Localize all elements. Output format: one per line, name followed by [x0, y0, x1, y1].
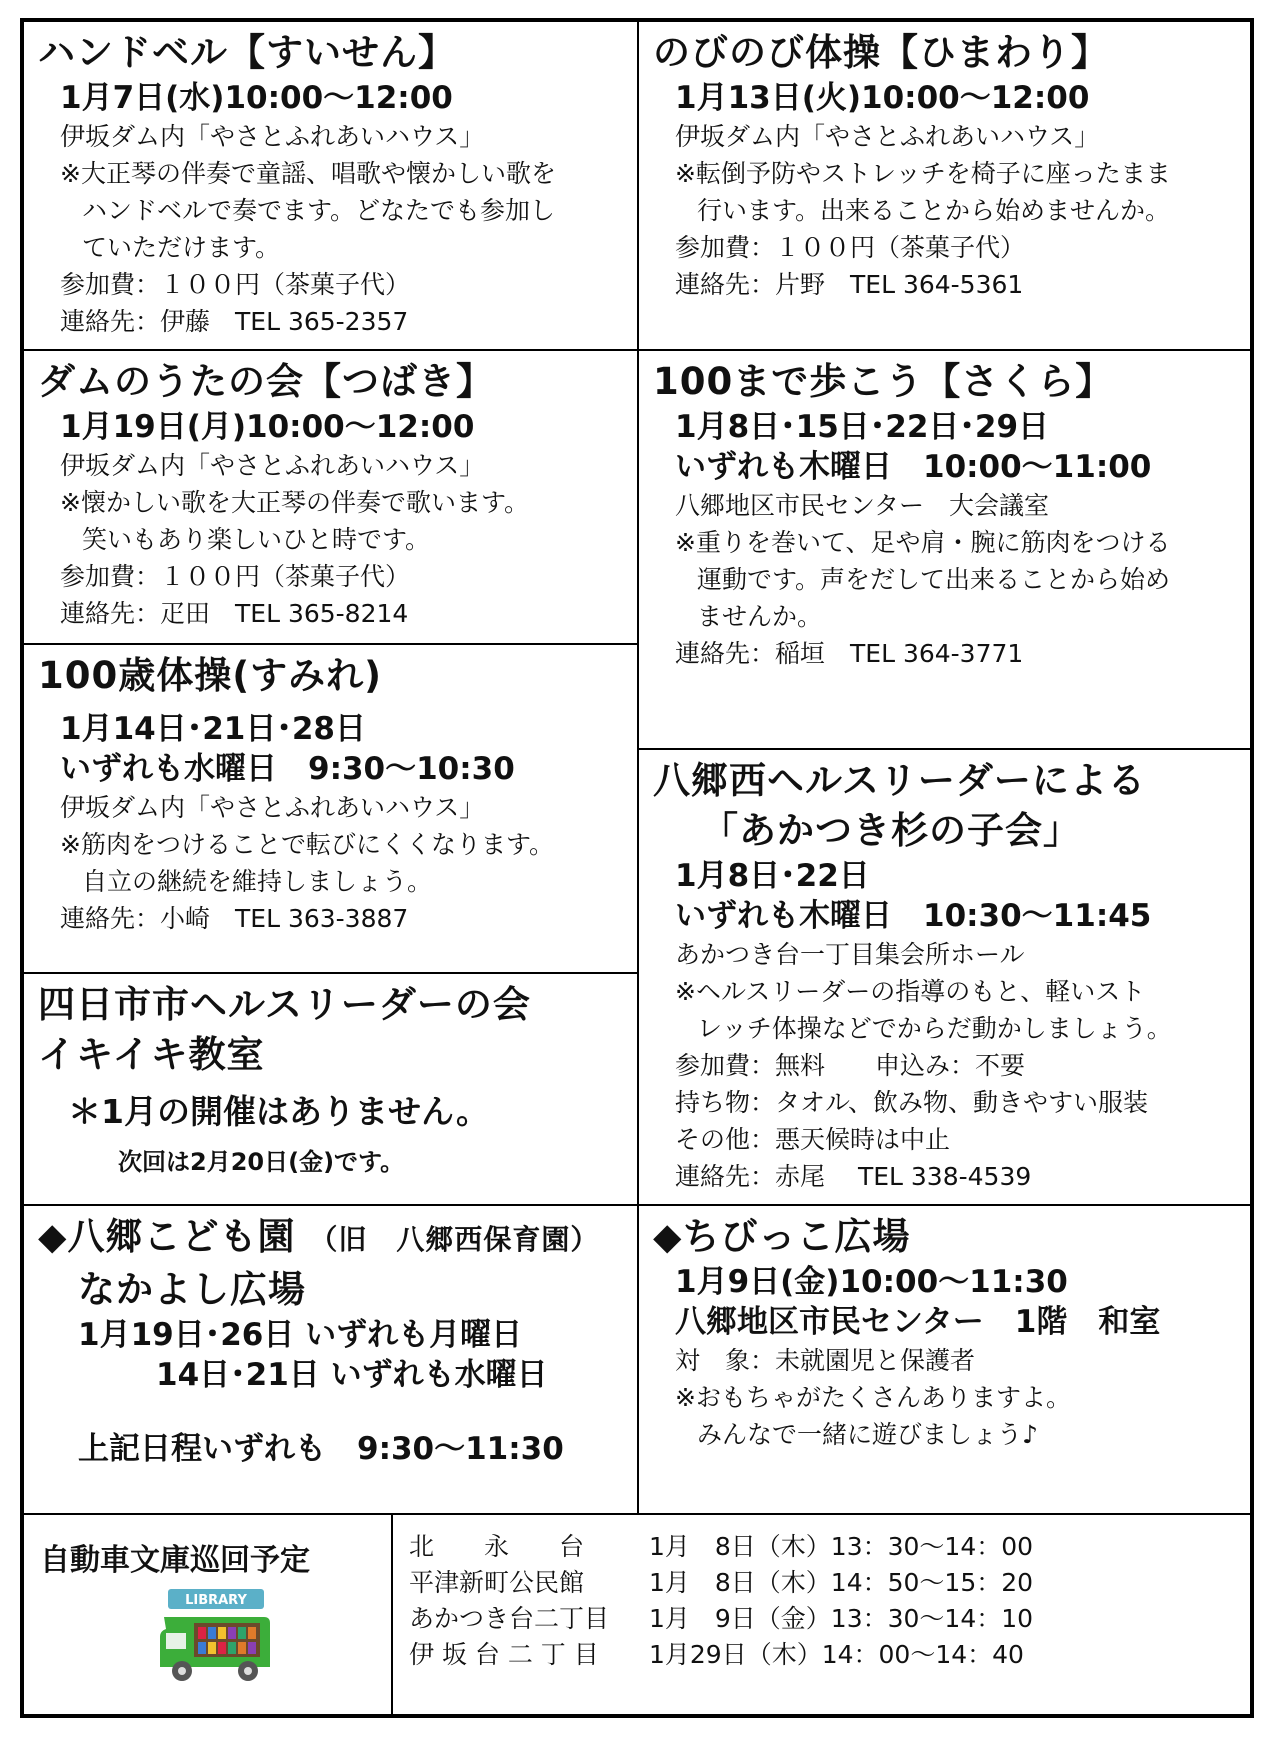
- damsong-contact: 連絡先：疋田 TEL 365-8214: [60, 599, 409, 628]
- age100-contact: 連絡先：小崎 TEL 363-3887: [60, 904, 409, 933]
- damsong-fee: 参加費：１００円（茶菓子代）: [60, 562, 411, 591]
- ikiiki-title2: イキイキ教室: [38, 1033, 265, 1076]
- library-row: [409, 1601, 1033, 1637]
- library-time: 1月 9日（金）13：30～14：10: [649, 1604, 1034, 1633]
- library-title: 自動車文庫巡回予定: [40, 1543, 310, 1578]
- chibikko-date: 1月9日(金)10:00～11:30: [675, 1264, 1068, 1300]
- chibikko-target: 対 象：未就園児と保護者: [675, 1346, 976, 1375]
- damsong-note-line1: ※懐かしい歌を大正琴の伴奏で歌います。: [60, 488, 529, 517]
- library-left: [22, 1513, 393, 1716]
- nobinobi-section: [637, 20, 1252, 351]
- handbell-note: [38, 155, 623, 266]
- akatsuki-other: その他：悪天候時は中止: [675, 1125, 951, 1154]
- walk100-contact: 連絡先：稲垣 TEL 364-3771: [675, 639, 1024, 668]
- ikiiki-notice: ＊1月の開催はありません。: [68, 1092, 489, 1131]
- nobinobi-contact: 連絡先：片野 TEL 364-5361: [675, 270, 1024, 299]
- age100-place: 伊坂ダム内「やさとふれあいハウス」: [60, 793, 485, 822]
- handbell-note-line3: ていただけます。: [82, 233, 281, 262]
- walk100-title: 100まで歩こう【さくら】: [653, 360, 1114, 403]
- nobinobi-note: [653, 155, 1236, 229]
- walk100-date2: いずれも木曜日 10:00～11:00: [675, 449, 1152, 485]
- handbell-place: 伊坂ダム内「やさとふれあいハウス」: [60, 122, 485, 151]
- kodomo-title-sub: （旧 八郷西保育園）: [309, 1223, 600, 1256]
- age100-note-line2: 自立の継続を維持しましょう。: [82, 867, 433, 896]
- kodomo-title-row: [38, 1212, 623, 1265]
- library-time: 1月29日（木）14：00～14：40: [649, 1640, 1024, 1669]
- kodomo-date1: 1月19日･26日 いずれも月曜日: [78, 1317, 523, 1353]
- age100-date1: 1月14日･21日･28日: [60, 711, 366, 747]
- age100-date2: いずれも水曜日 9:30～10:30: [60, 751, 515, 787]
- library-row: [409, 1637, 1033, 1673]
- kodomo-date2: 14日･21日 いずれも水曜日: [156, 1357, 548, 1393]
- library-place: 平津新町公民館: [409, 1568, 585, 1597]
- ikiiki-title1: 四日市市ヘルスリーダーの会: [38, 983, 531, 1026]
- library-place: 北 永 台: [409, 1532, 585, 1561]
- walk100-section: [637, 349, 1252, 750]
- age100-note: [38, 826, 623, 900]
- kodomo-section: [22, 1204, 639, 1515]
- akatsuki-contact: 連絡先：赤尾 TEL 338-4539: [675, 1162, 1032, 1191]
- library-row: [409, 1529, 1033, 1565]
- library-place: 伊 坂 台 二 丁 目: [409, 1640, 599, 1669]
- chibikko-section: [637, 1204, 1252, 1515]
- library-time: 1月 8日（木）13：30～14：00: [649, 1532, 1034, 1561]
- handbell-title: ハンドベル【すいせん】: [38, 31, 456, 74]
- handbell-date: 1月7日(水)10:00～12:00: [60, 80, 453, 116]
- akatsuki-date2: いずれも木曜日 10:30～11:45: [675, 898, 1152, 934]
- damsong-place: 伊坂ダム内「やさとふれあいハウス」: [60, 451, 485, 480]
- library-schedule: [391, 1513, 1252, 1716]
- nobinobi-date: 1月13日(火)10:00～12:00: [675, 80, 1090, 116]
- chibikko-place: 八郷地区市民センター 1階 和室: [675, 1304, 1161, 1340]
- chibikko-note-line2: みんなで一緒に遊びましょう♪: [697, 1420, 1038, 1449]
- library-schedule-list: [409, 1529, 1033, 1673]
- damsong-note-line2: 笑いもあり楽しいひと時です。: [82, 525, 431, 554]
- akatsuki-title2: 「あかつき杉の子会」: [701, 809, 1081, 852]
- akatsuki-note-line2: レッチ体操などでからだ動かしましょう。: [697, 1014, 1172, 1043]
- walk100-note-line3: ませんか。: [697, 602, 823, 631]
- damsong-date: 1月19日(月)10:00～12:00: [60, 409, 475, 445]
- akatsuki-fee: 参加費：無料 申込み：不要: [675, 1051, 1026, 1080]
- nobinobi-place: 伊坂ダム内「やさとふれあいハウス」: [675, 122, 1100, 151]
- damsong-note: [38, 484, 623, 558]
- chibikko-note-line1: ※おもちゃがたくさんありますよ。: [675, 1383, 1071, 1412]
- walk100-note: [653, 524, 1236, 635]
- nobinobi-fee: 参加費：１００円（茶菓子代）: [675, 233, 1026, 262]
- library-bus-icon: [156, 1587, 276, 1687]
- akatsuki-place: あかつき台一丁目集会所ホール: [675, 940, 1025, 969]
- damsong-section: [22, 349, 639, 645]
- nobinobi-title: のびのび体操【ひまわり】: [653, 31, 1109, 74]
- kodomo-subtitle: なかよし広場: [78, 1268, 306, 1311]
- chibikko-title: ◆ちびっこ広場: [653, 1215, 911, 1258]
- ikiiki-section: [22, 972, 639, 1206]
- chibikko-note: [653, 1379, 1236, 1453]
- handbell-contact: 連絡先：伊藤 TEL 365-2357: [60, 307, 409, 336]
- walk100-note-line1: ※重りを巻いて、足や肩・腕に筋肉をつける: [675, 528, 1171, 557]
- library-time: 1月 8日（木）14：50～15：20: [649, 1568, 1034, 1597]
- akatsuki-note: [653, 973, 1236, 1047]
- handbell-fee: 参加費：１００円（茶菓子代）: [60, 270, 411, 299]
- age100-title: 100歳体操(すみれ): [38, 654, 383, 697]
- age100-section: [22, 643, 639, 974]
- akatsuki-section: [637, 748, 1252, 1206]
- walk100-place: 八郷地区市民センター 大会議室: [675, 491, 1050, 520]
- damsong-title: ダムのうたの会【つばき】: [38, 360, 494, 403]
- library-row: [409, 1565, 1033, 1601]
- walk100-date1: 1月8日･15日･22日･29日: [675, 409, 1050, 445]
- handbell-note-line2: ハンドベルで奏でます。どなたでも参加し: [82, 196, 556, 225]
- akatsuki-note-line1: ※ヘルスリーダーの指導のもと、軽いスト: [675, 977, 1146, 1006]
- kodomo-title: ◆八郷こども園: [38, 1215, 296, 1258]
- library-place: あかつき台二丁目: [409, 1604, 610, 1633]
- nobinobi-note-line2: 行います。出来ることから始めませんか。: [697, 196, 1171, 225]
- nobinobi-note-line1: ※転倒予防やストレッチを椅子に座ったまま: [675, 159, 1171, 188]
- akatsuki-title1: 八郷西ヘルスリーダーによる: [653, 759, 1146, 802]
- handbell-section: [22, 20, 639, 351]
- age100-note-line1: ※筋肉をつけることで転びにくくなります。: [60, 830, 554, 859]
- ikiiki-next: 次回は2月20日(金)です。: [118, 1148, 405, 1176]
- library-sign-text: LIBRARY: [185, 1593, 247, 1608]
- akatsuki-items: 持ち物：タオル、飲み物、動きやすい服装: [675, 1088, 1149, 1117]
- akatsuki-date1: 1月8日･22日: [675, 858, 870, 894]
- handbell-note-line1: ※大正琴の伴奏で童謡、唱歌や懐かしい歌を: [60, 159, 556, 188]
- walk100-note-line2: 運動です。声をだして出来ることから始め: [697, 565, 1171, 594]
- kodomo-time: 上記日程いずれも 9:30～11:30: [78, 1431, 564, 1467]
